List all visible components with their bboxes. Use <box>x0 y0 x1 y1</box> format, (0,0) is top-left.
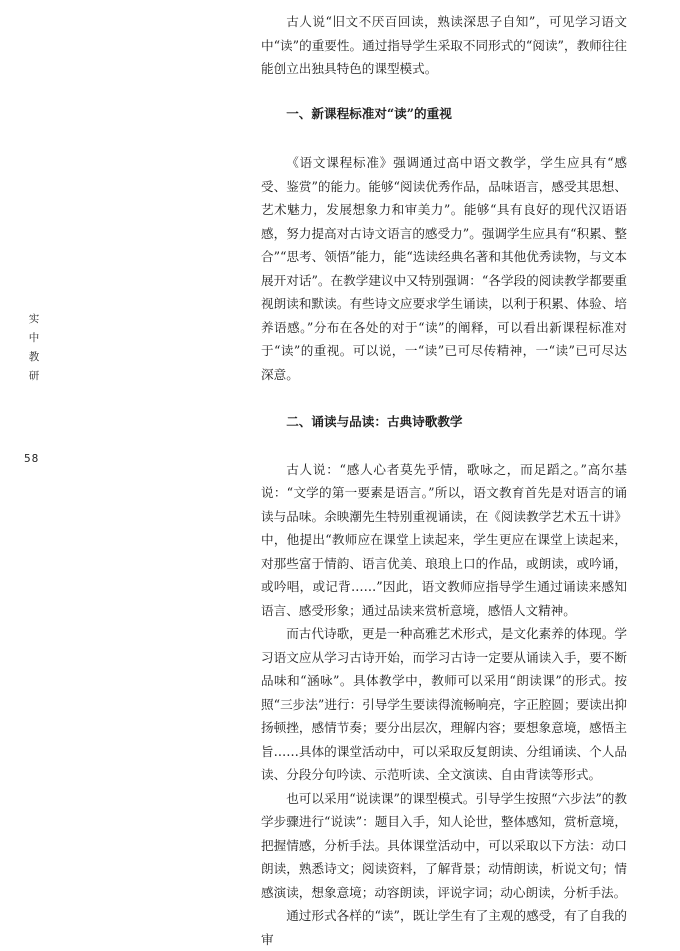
section2-paragraph-3: 也可以采用“说读课”的课型模式。引导学生按照“六步法”的教学步骤进行“说读”：题目入手，知人论世，整体感知，赏析意境，把握情感，分析手法。具体课堂活动中，可以采取以下方法：动口朗读，熟悉诗文；阅读资料，了解背景；动情朗读，析说文句；情感演读，想象意境；动容朗读，评说字词；动心朗读，分析手法。 <box>261 790 627 900</box>
article-body <box>261 10 627 951</box>
section2-paragraph-4: 通过形式各样的“读”，既让学生有了主观的感受，有了自我的审 <box>261 908 627 947</box>
page-number: 58 <box>24 453 40 465</box>
section1-paragraph-1: 《语文课程标准》强调通过高中语文教学，学生应具有“感受、鉴赏”的能力。能够“阅读优秀作品，品味语言，感受其思想、艺术魅力，发展想象力和审美力”。能够“具有良好的现代汉语语感，努力提高对古诗文语言的感受力”。强调学生应具有“积累、整合”“思考、领悟”能力，能“选读经典名著和其他优秀读物，与文本展开对话”。在教学建议中又特别强调：“各学段的阅读教学都要重视朗读和默读。有些诗文应要求学生诵读，以利于积累、体验、培养语感。”分布在各处的对于“读”的阐释，可以看出新课程标准对于“读”的重视。可以说，一“读”已可尽传精神，一“读”已可尽达深意。 <box>261 155 627 382</box>
section2-paragraph-2: 而古代诗歌，更是一种高雅艺术形式，是文化素养的体现。学习语文应从学习古诗开始，而学习古诗一定要从诵读入手，要不断品味和“涵咏”。具体教学中，教师可以采用“朗读课”的形式。按照“三步法”进行：引导学生要读得流畅响亮，字正腔圆；要读出抑扬顿挫，感情节奏；要分出层次，理解内容；要想象意境，感悟主旨……具体的课堂活动中，可以采取反复朗读、分组诵读、个人品读、分段分句吟读、示范听读、全文演读、自由背读等形式。 <box>261 626 627 782</box>
section2-paragraph-1: 古人说：“感人心者莫先乎情，歌咏之，而足蹈之。”高尔基说：“文学的第一要素是语言。”所以，语文教育首先是对语言的诵读与品味。余映潮先生特别重视诵读，在《阅读教学艺术五十讲》中，他提出“教师应在课堂上读起来，学生更应在课堂上读起来，对那些富于情韵、语言优美、琅琅上口的作品，或朗读，或吟诵，或吟唱，或记背……”因此，语文教师应指导学生通过诵读来感知语言、感受形象；通过品读来赏析意境，感悟人文精神。 <box>261 461 627 618</box>
section-heading-2: 二、诵读与品读：古典诗歌教学 <box>286 414 463 429</box>
section-heading-1: 一、新课程标准对“读”的重视 <box>286 105 452 121</box>
intro-paragraph: 古人说“旧文不厌百回读，熟读深思子自知”，可见学习语文中“读”的重要性。通过指导学生采取不同形式的“阅读”，教师往往能创立出独具特色的课型模式。 <box>261 14 627 76</box>
journal-side-label: 实中教研 <box>28 313 40 382</box>
